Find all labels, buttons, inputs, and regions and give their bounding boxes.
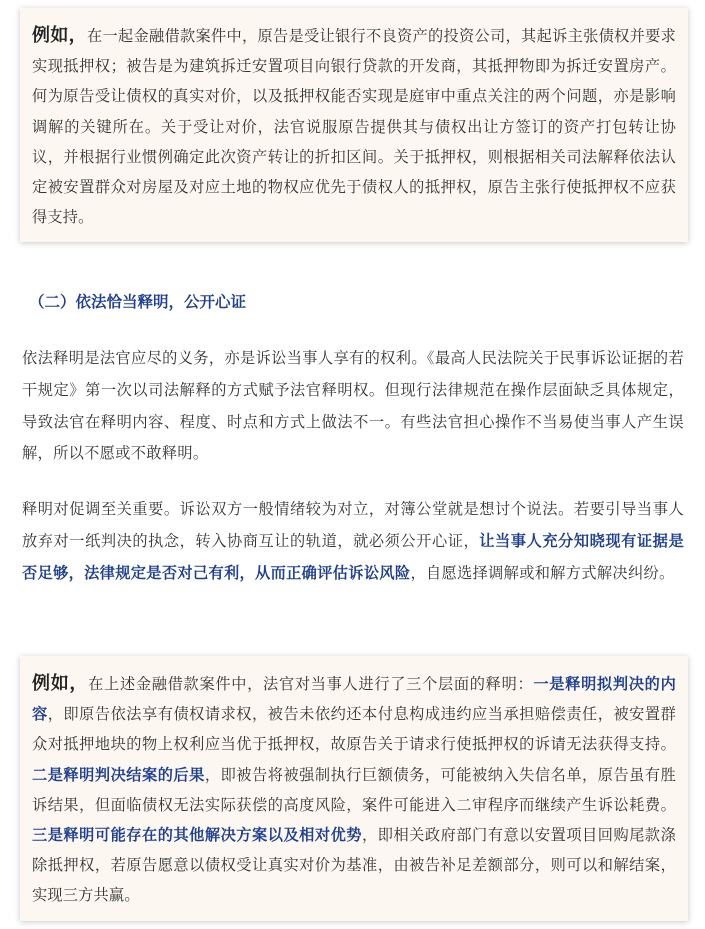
example-body-2b: ，即原告依法享有债权请求权，被告未依约还本付息构成违约应当承担赔偿责任，被安置群众对抵押地块的物上权利应当优于抵押权，故原告关于请求行使抵押权的诉请无法获得支持。: [32, 705, 677, 754]
point-one-highlight: 一是释明拟判决的内容: [32, 675, 676, 724]
paragraph-explanation-duty: 依法释明是法官应尽的义务，亦是诉讼当事人享有的权利。《最高人民法院关于民事诉讼证据的若干规定》第一次以司法解释的方式赋予法官释明权。但现行法律规范在操作层面缺乏具体规定，导致法官在释明内容、程度、时点和方式上做法不一。有些法官担心操作不当易使当事人产生误解，所以不愿或不敢释明。: [22, 349, 684, 463]
example-body-2c: ，即被告将被强制执行巨额债务，可能被纳入失信名单，原告虽有胜诉结果，但面临债权无法实际获偿的高度风险，案件可能进入二审程序而继续产生诉讼耗费。: [32, 765, 677, 814]
example-lead-1: 例如，: [32, 25, 87, 46]
example-card-2: [20, 656, 688, 921]
point-two-highlight: 二是释明判决结案的后果: [32, 765, 205, 784]
paragraph-explanation-importance: [22, 494, 684, 589]
paragraph-highlight: 让当事人充分知晓现有证据是否足够，法律规定是否对己有利，从而正确评估诉讼风险: [22, 531, 684, 582]
example-card-1: [20, 8, 688, 242]
example-lead-2: 例如，: [32, 673, 89, 694]
example-body-1: 在一起金融借款案件中，原告是受让银行不良资产的投资公司，其起诉主张债权并要求实现抵押权；被告是为建筑拆迁安置项目向银行贷款的开发商，其抵押物即为拆迁安置房产。何为原告受让债权的真实对价，以及抵押权能否实现是庭审中重点关注的两个问题，亦是影响调解的关键所在。关于受让对价，法官说服原告提供其与债权出让方签订的资产打包转让协议，并根据行业惯例确定此次资产转让的折扣区间。关于抵押权，则根据相关司法解释依法认定被安置群众对房屋及对应土地的物权应优先于债权人的抵押权，原告主张行使抵押权不应获得支持。: [32, 27, 676, 227]
example-card-1-text: [32, 21, 676, 232]
section-heading: （二）依法恰当释明，公开心证: [29, 293, 247, 311]
example-body-2a: 在上述金融借款案件中，法官对当事人进行了三个层面的释明：: [88, 675, 534, 693]
example-body-2d: ，即相关政府部门有意以安置项目回购尾款涤除抵押权，若原告愿意以债权受让真实对价为基准，由被告补足差额部分，则可以和解结案，实现三方共赢。: [32, 826, 677, 905]
paragraph-text-1: 释明对促调至关重要。诉讼双方一般情绪较为对立，对簿公堂就是想讨个说法。若要引导当事人放弃对一纸判决的执念，转入协商互让的轨道，就必须公开心证，: [22, 500, 684, 550]
example-card-2-text: [32, 669, 676, 911]
paragraph-text-2: ，自愿选择调解或和解方式解决纠纷。: [410, 563, 675, 582]
point-three-highlight: 三是释明可能存在的其他解决方案以及相对优势: [32, 826, 363, 845]
